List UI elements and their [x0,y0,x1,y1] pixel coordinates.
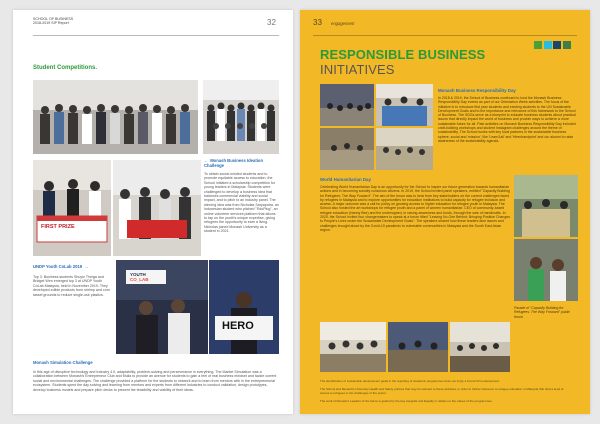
rbd-title: Monash Business Responsibility Day [438,88,516,93]
wrd-photo-1 [514,175,578,237]
ideation-group-photo [203,80,279,154]
monash-ideation-caption [204,158,278,168]
wrd-title: World Humanitarian Day [320,177,371,182]
page-title: RESPONSIBLE BUSINESS [320,47,486,62]
engagement-label: engagement [331,21,355,26]
group-photo [33,80,198,154]
sdg-icons [534,41,571,49]
rbd-body: In 2018 & 2019, the School of Business continued to host the Monash Business Responsibility Day events as part of our Orientation Week activities. The focus of the initiative is to introduce first year students and existing students to the UN Sustainable Development Goals and to the importance and relevance of this framework to the School of Business. The SDGs serve as a blueprint to educate business students about practical issues that directly impact the world of business and provide ways to achieve a more sustainable future for all. Past activities on Monash Business Responsibility Day included craft-building workshops and student Instagram challenges around the theme of sustainability. The School works with key local partners in the sustainable business sphere, social and 'mission', like 'Learn2all' and 'Hirenhandprint' and our alumni to raise awareness of the sustainability agenda. [438,96,576,143]
forum-photo-1 [320,322,386,372]
youth-colab-photo-2 [209,260,279,354]
undp-caption [33,264,113,269]
sdg-icon-darkgreen [563,41,571,49]
arrow-left-icon: ← [204,158,209,163]
right-page [300,10,590,414]
first-prize-photo [33,160,111,256]
footnote-2: The School and Monash's University Health and Safety policies that may be relevant to these activities, in order to further reference to refugee education in Malaysia that hold a level of access to refugees in the challenges of the sector. [320,387,564,395]
section-title-competitions: Student Competitions. [33,65,97,71]
footnote-3: The work of Monash's Leaders of the future is guided by the key integrals and Equally in relation to the values of the programmes. [320,399,493,403]
forum-photo-3 [450,322,510,372]
monash-ideation-title: Monash Business Ideation Challenge [204,158,264,168]
youth-text: YOUTH [130,272,146,277]
header-divider-right [313,35,577,36]
colab-text: CO_LAB [130,277,149,282]
sdg-icon-blue [544,41,552,49]
youth-colab-photo-1 [116,260,208,354]
undp-title: UNDP Youth CoLab 2019 [33,264,83,269]
header-divider [33,35,279,36]
rbd-photo-2 [376,84,433,126]
footnote-1: The identification of sustainable development goals in the reporting of academic programmes does not imply a formal UN endorsement. [320,379,500,383]
sdg-icon-navy [553,41,561,49]
rbd-photo-1 [320,84,374,126]
rbd-photo-4 [376,128,433,170]
simulation-title: Monash Simulation Challenge [33,360,93,365]
header-line-school: SCHOOL OF BUSINESS [33,17,74,21]
monash-ideation-body: To obtain social-minded students and to promote equitable access to education, the School initiated a scholarship competition for young leaders in Malaysia. Students were challenged to develop a business idea that balances commercial viability and social impact, and to pitch to an industry panel. The winning idea was from Nicholas Saryaputra, an Indonesian student who pitched "EduPlug", an online volunteer services platform that allows to tap on the youth's unique expertise, giving refugees the opportunity to earn a living. Nicholas joined Monash University as a student in 2021. [204,172,279,234]
rbd-photo-3 [320,128,374,170]
forum-photo-caption: Parade of "Capacity Building for Refugees: The Way Forward" public forum [514,306,571,319]
simulation-body: In this age of disruptive technology and Industry 4.0, adaptability, problem-solving and perseverance is everything. The Market Simulation was a collaboration between Monash's Entrepreneur Club and Mulia to provide an avenue for students to gain a feel of real business mindset and tackle current social and environmental challenges. The challenge provided a platform for the students to network and to learn from mentors with in the entrepreneurial ecosystem. Students spent the day solving and learning from mentors and experts from different industries to conduct validation, design prototypes, develop business models and prepare pitch decks to present the feasibility and viability of their ideas. [33,370,277,392]
page-subtitle: INITIATIVES [320,62,395,77]
first-prize-text: FIRST PRIZE [41,224,75,230]
page-number: 32 [267,18,276,27]
sdg-icon-green [534,41,542,49]
arrow-right-icon: → [84,264,89,269]
wrd-photo-2 [514,239,578,301]
page-number-right: 33 [313,18,322,27]
hero-text: HERO [222,320,254,332]
left-page [13,10,293,414]
forum-photo-2 [388,322,448,372]
page-header [33,17,153,26]
undp-body: Top 3. Business students Shuyin Theiga and Bridget Wen emerged top 3 at UNDP Youth CoLab Malaysia, held in November 2019. They developed edible products from shrimp and corn tassel grounds to reduce single-use plastics. [33,275,110,297]
winners-photo [113,160,201,256]
wrd-body: Celebrating World Humanitarian Day is an opportunity for the School to inspire our future generation towards humanitarian actions and in becoming socially conscious citizens. In 2019, the School invited panel speakers, entitled "Capacity Building for Refugees: The Way Forward". The aim of the forum was to hear from key stakeholders on the current challenges faced by refugees in Malaysia and to explore opportunities for education institutions to build capacity for refugee inclusion and access. A major outcome was a call for policy on growing access to higher education for refugee youth in Malaysia. The School also hosted the art workshops for refugee youth and a panel of women humanitarian: CEO of community-based refugee education (Nanny Bee) and the undersigned, in raising awareness and funds, through the sale of handicrafts. In 2020, the School invited four changemakers to speak at a forum titled "Leaving No One Behind: Bringing Positive Changes to People's Lives under the Sustainable Development Goals". The speakers shared how these leaders face issues and challenges brought about by the Covid-19 pandemic to vulnerable communities in Malaysia and the South East Asian region. [320,185,510,232]
header-line-report: 2018-2019 SIP Report [33,21,69,26]
